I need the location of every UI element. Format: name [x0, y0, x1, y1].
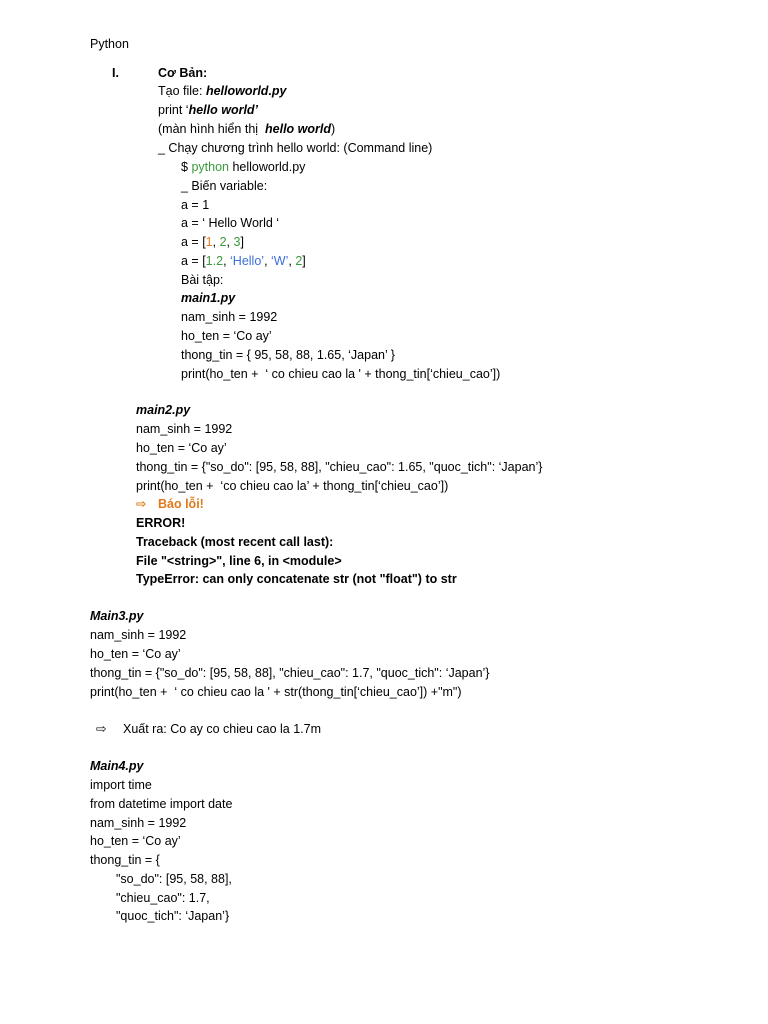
output-text: Xuất ra: Co ay co chieu cao la 1.7m [123, 722, 322, 736]
main2-title: main2.py [136, 403, 191, 417]
display-line [158, 121, 335, 137]
list2-sep: , [264, 254, 272, 268]
main4-line: ho_ten = ‘Co ay’ [90, 834, 181, 848]
arrow-right-icon: ⇨ [96, 722, 107, 736]
main4-title: Main4.py [90, 759, 144, 773]
var-heading: _ Biến variable: [181, 179, 268, 193]
create-file-prefix: Tạo file: [158, 84, 206, 98]
create-file-name: helloworld.py [205, 84, 287, 98]
error-line: File "<string>", line 6, in <module> [136, 554, 342, 568]
error-label: Báo lỗi! [158, 497, 204, 511]
main2-line: ho_ten = ‘Co ay’ [136, 441, 227, 455]
display-value: hello world [265, 122, 331, 136]
list2-line [181, 253, 306, 269]
list1-sep: , [212, 235, 220, 249]
print-prefix: print ‘ [158, 103, 189, 117]
error-notice [136, 496, 204, 512]
main2-line: nam_sinh = 1992 [136, 422, 233, 436]
main4-line: import time [90, 778, 152, 792]
main3-line: thong_tin = {"so_do": [95, 58, 88], "chieu_cao": 1.7, "quoc_tich": ‘Japan’} [90, 666, 490, 680]
exercise-label: Bài tập: [181, 273, 224, 287]
main1-line: ho_ten = ‘Co ay’ [181, 329, 272, 343]
doc-title: Python [90, 37, 129, 51]
display-suffix: ) [331, 122, 336, 136]
arrow-right-icon: ⇨ [136, 497, 147, 511]
list1-suffix: ] [240, 235, 244, 249]
list2-sep: , [223, 254, 231, 268]
main4-line: thong_tin = { [90, 853, 160, 867]
section-numeral: I. [112, 66, 119, 80]
main4-inner-line: "chieu_cao": 1.7, [116, 891, 210, 905]
list2-n2: 2 [295, 254, 303, 268]
main4-line: from datetime import date [90, 797, 233, 811]
list1-line [181, 234, 244, 250]
main3-title: Main3.py [90, 609, 144, 623]
cmd-python: python [191, 160, 229, 174]
main1-line: print(ho_ten + ‘ co chieu cao la ' + thong_tin[‘chieu_cao’]) [181, 367, 501, 381]
main2-line: print(ho_ten + ‘co chieu cao la’ + thong_tin[‘chieu_cao’]) [136, 479, 449, 493]
list1-sep: , [226, 235, 234, 249]
output-notice [96, 721, 321, 737]
main1-title: main1.py [181, 291, 236, 305]
list1-n3: 3 [233, 235, 241, 249]
print-value: hello world’ [188, 103, 259, 117]
create-file-line [158, 83, 287, 99]
var-a2: a = ‘ Hello World ‘ [181, 216, 280, 230]
cmd-file: helloworld.py [228, 160, 306, 174]
list1-prefix: a = [ [181, 235, 206, 249]
list2-s1: ‘Hello’ [230, 254, 265, 268]
main1-line: nam_sinh = 1992 [181, 310, 278, 324]
main3-line: print(ho_ten + ‘ co chieu cao la ' + str(thong_tin[‘chieu_cao’]) +"m") [90, 685, 462, 699]
cmd-dollar: $ [181, 160, 192, 174]
list2-n1: 1.2 [205, 254, 224, 268]
main2-line: thong_tin = {"so_do": [95, 58, 88], "chieu_cao": 1.65, "quoc_tich": ‘Japan’} [136, 460, 543, 474]
list2-sep: , [288, 254, 296, 268]
error-line: TypeError: can only concatenate str (not "float") to str [136, 572, 457, 586]
list2-prefix: a = [ [181, 254, 206, 268]
main3-line: ho_ten = ‘Co ay’ [90, 647, 181, 661]
error-line: ERROR! [136, 516, 186, 530]
var-a1: a = 1 [181, 198, 210, 212]
main4-inner-line: "quoc_tich": ‘Japan’} [116, 909, 230, 923]
main3-line: nam_sinh = 1992 [90, 628, 187, 642]
main1-line: thong_tin = { 95, 58, 88, 1.65, ‘Japan’ } [181, 348, 395, 362]
print-line [158, 102, 258, 118]
list1-n1: 1 [205, 235, 213, 249]
section-heading: Cơ Bản: [158, 66, 208, 80]
error-line: Traceback (most recent call last): [136, 535, 334, 549]
display-prefix: (màn hình hiển thị [158, 122, 266, 136]
list2-suffix: ] [302, 254, 306, 268]
list2-s2: ‘W’ [271, 254, 289, 268]
command-line [181, 159, 305, 175]
list1-n2: 2 [219, 235, 227, 249]
run-line: _ Chạy chương trình hello world: (Command line) [158, 141, 433, 155]
main4-line: nam_sinh = 1992 [90, 816, 187, 830]
main4-inner-line: "so_do": [95, 58, 88], [116, 872, 232, 886]
